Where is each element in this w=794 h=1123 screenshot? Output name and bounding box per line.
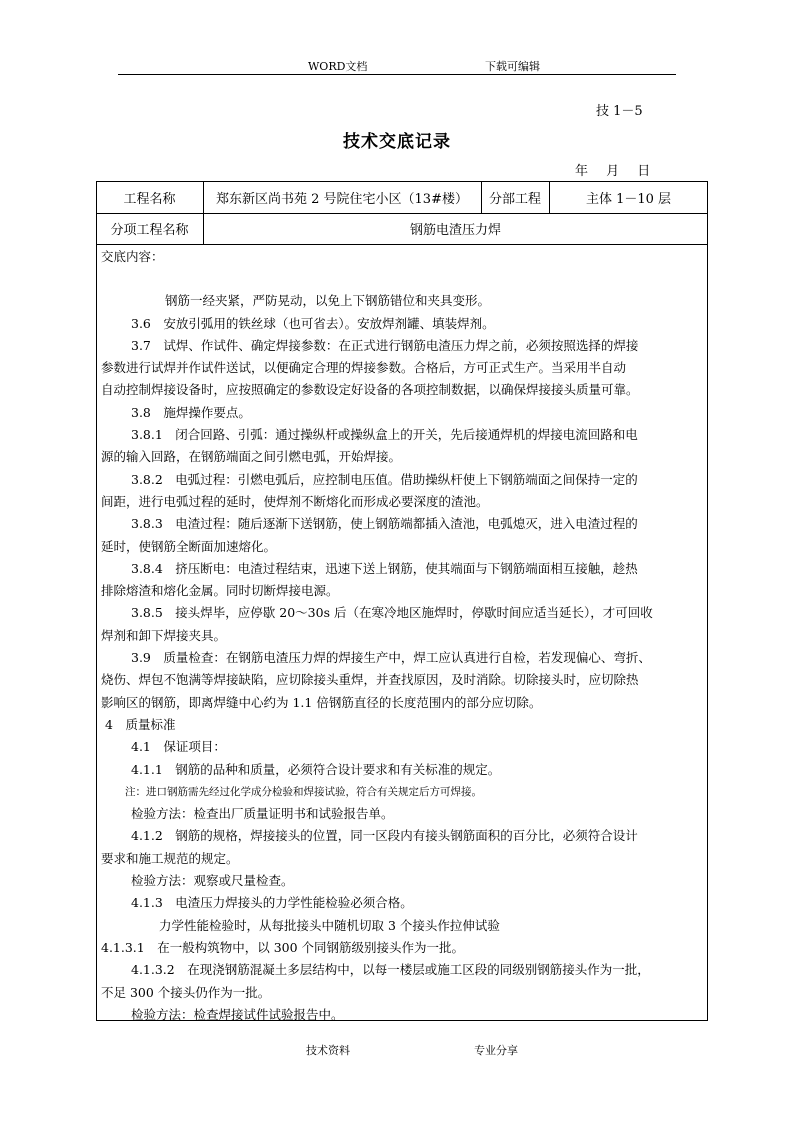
content-line: 不足 300 个接头仍作为一批。 [101, 984, 271, 1000]
header-left-text: WORD文档 [308, 60, 368, 73]
content-line: 4.1.1 钢筋的品种和质量，必须符合设计要求和有关标准的规定。 [131, 761, 501, 777]
header-rule [118, 74, 676, 75]
date-label: 年 月 日 [575, 164, 651, 179]
content-line: 3.8.2 电弧过程：引燃电弧后，应控制电压值。借助操纵杆使上下钢筋端面之间保持一定的 [131, 471, 638, 487]
content-line: 源的输入回路，在钢筋端面之间引燃电弧，开始焊接。 [101, 449, 402, 465]
content-line: 3.8.3 电渣过程：随后逐渐下送钢筋，使上钢筋端都插入渣池，电弧熄灭，进入电渣过程的 [131, 516, 638, 532]
content-line: 3.8.1 闭合回路、引弧：通过操纵杆或操纵盒上的开关，先后接通焊机的焊接电流回路和电 [131, 427, 638, 443]
document-title: 技术交底记录 [343, 132, 451, 152]
document-code: 技 1－5 [596, 104, 643, 119]
content-line: 影响区的钢筋，即离焊缝中心约为 1.1 倍钢筋直径的长度范围内的部分应切除。 [101, 694, 542, 710]
content-line: 要求和施工规范的规定。 [101, 850, 239, 866]
content-line: 检验方法：检查出厂质量证明书和试验报告单。 [131, 806, 394, 822]
page-header [0, 58, 794, 74]
project-name-value: 郑东新区尚书苑 2 号院住宅小区（13#楼） [216, 191, 468, 207]
content-line: 检验方法：观察或尺量检查。 [131, 873, 294, 889]
content-line: 4.1.3.1 在一般构筑物中，以 300 个同钢筋级别接头作为一批。 [101, 939, 465, 955]
footer-right-text: 专业分享 [474, 1044, 518, 1057]
content-label: 交底内容： [101, 249, 164, 264]
content-line: 3.6 安放引弧用的铁丝球（也可省去）。安放焊剂罐、填装焊剂。 [131, 315, 495, 331]
subitem-label: 分项工程名称 [110, 223, 189, 238]
content-line: 4.1.3.2 在现浇钢筋混凝土多层结构中，以每一楼层或施工区段的同级别钢筋接头作为一批， [131, 962, 650, 978]
table-row-divider [96, 244, 708, 245]
division-label: 分部工程 [488, 191, 541, 207]
content-line: 间距，进行电弧过程的延时，使焊剂不断熔化而形成必要深度的渣池。 [101, 493, 489, 509]
content-line: 4.1.2 钢筋的规格，焊接接头的位置，同一区段内有接头钢筋面积的百分比，必须符合设计 [131, 828, 638, 844]
content-line: 3.8.4 挤压断电：电渣过程结束，迅速下送上钢筋，使其端面与下钢筋端面相互接触，趁热 [131, 560, 638, 576]
subitem-value: 钢筋电渣压力焊 [409, 223, 501, 238]
disclosure-content [101, 246, 703, 1026]
content-line: 注：进口钢筋需先经过化学成分检验和焊接试验，符合有关规定后方可焊接。 [125, 785, 482, 798]
content-line: 参数进行试焊并作试件送试，以便确定合理的焊接参数。合格后，方可正式生产。当采用半自动 [101, 360, 627, 376]
content-line: 检验方法：检查焊接试件试验报告中。 [131, 1006, 344, 1022]
content-line: 4 质量标准 [105, 716, 176, 732]
content-line: 3.8 施焊操作要点。 [131, 404, 251, 420]
division-value: 主体 1－10 层 [585, 191, 672, 207]
content-line: 4.1.3 电渣压力焊接头的力学性能检验必须合格。 [131, 895, 413, 911]
content-line: 3.7 试焊、作试件、确定焊接参数：在正式进行钢筋电渣压力焊之前，必须按照选择的焊接 [131, 337, 639, 353]
content-lines [101, 290, 703, 1026]
content-line: 自动控制焊接设备时，应按照确定的参数设定好设备的各项控制数据，以确保焊接接头质量可靠。 [101, 382, 639, 398]
content-line: 烧伤、焊包不饱满等焊接缺陷，应切除接头重焊，并查找原因，及时消除。切除接头时，应切除热 [101, 672, 639, 688]
content-line: 焊剂和卸下焊接夹具。 [101, 627, 227, 643]
content-line: 延时，使钢筋全断面加速熔化。 [101, 538, 277, 554]
footer-left-text: 技术资料 [306, 1044, 350, 1057]
content-line: 排除熔渣和熔化金属。同时切断焊接电源。 [101, 583, 339, 599]
project-name-label: 工程名称 [123, 191, 176, 207]
content-line: 钢筋一经夹紧，严防晃动，以免上下钢筋错位和夹具变形。 [165, 293, 491, 309]
content-line: 3.9 质量检查：在钢筋电渣压力焊的焊接生产中，焊工应认真进行自检，若发现偏心、弯折、 [131, 650, 651, 666]
content-line: 力学性能检验时，从每批接头中随机切取 3 个接头作拉伸试验 [159, 917, 500, 933]
content-line: 3.8.5 接头焊毕，应停歇 20～30s 后（在寒冷地区施焊时，停歇时间应适当延长），才可回收 [131, 605, 653, 621]
header-right-text: 下载可编辑 [485, 60, 540, 73]
content-line: 4.1 保证项目： [131, 739, 226, 755]
